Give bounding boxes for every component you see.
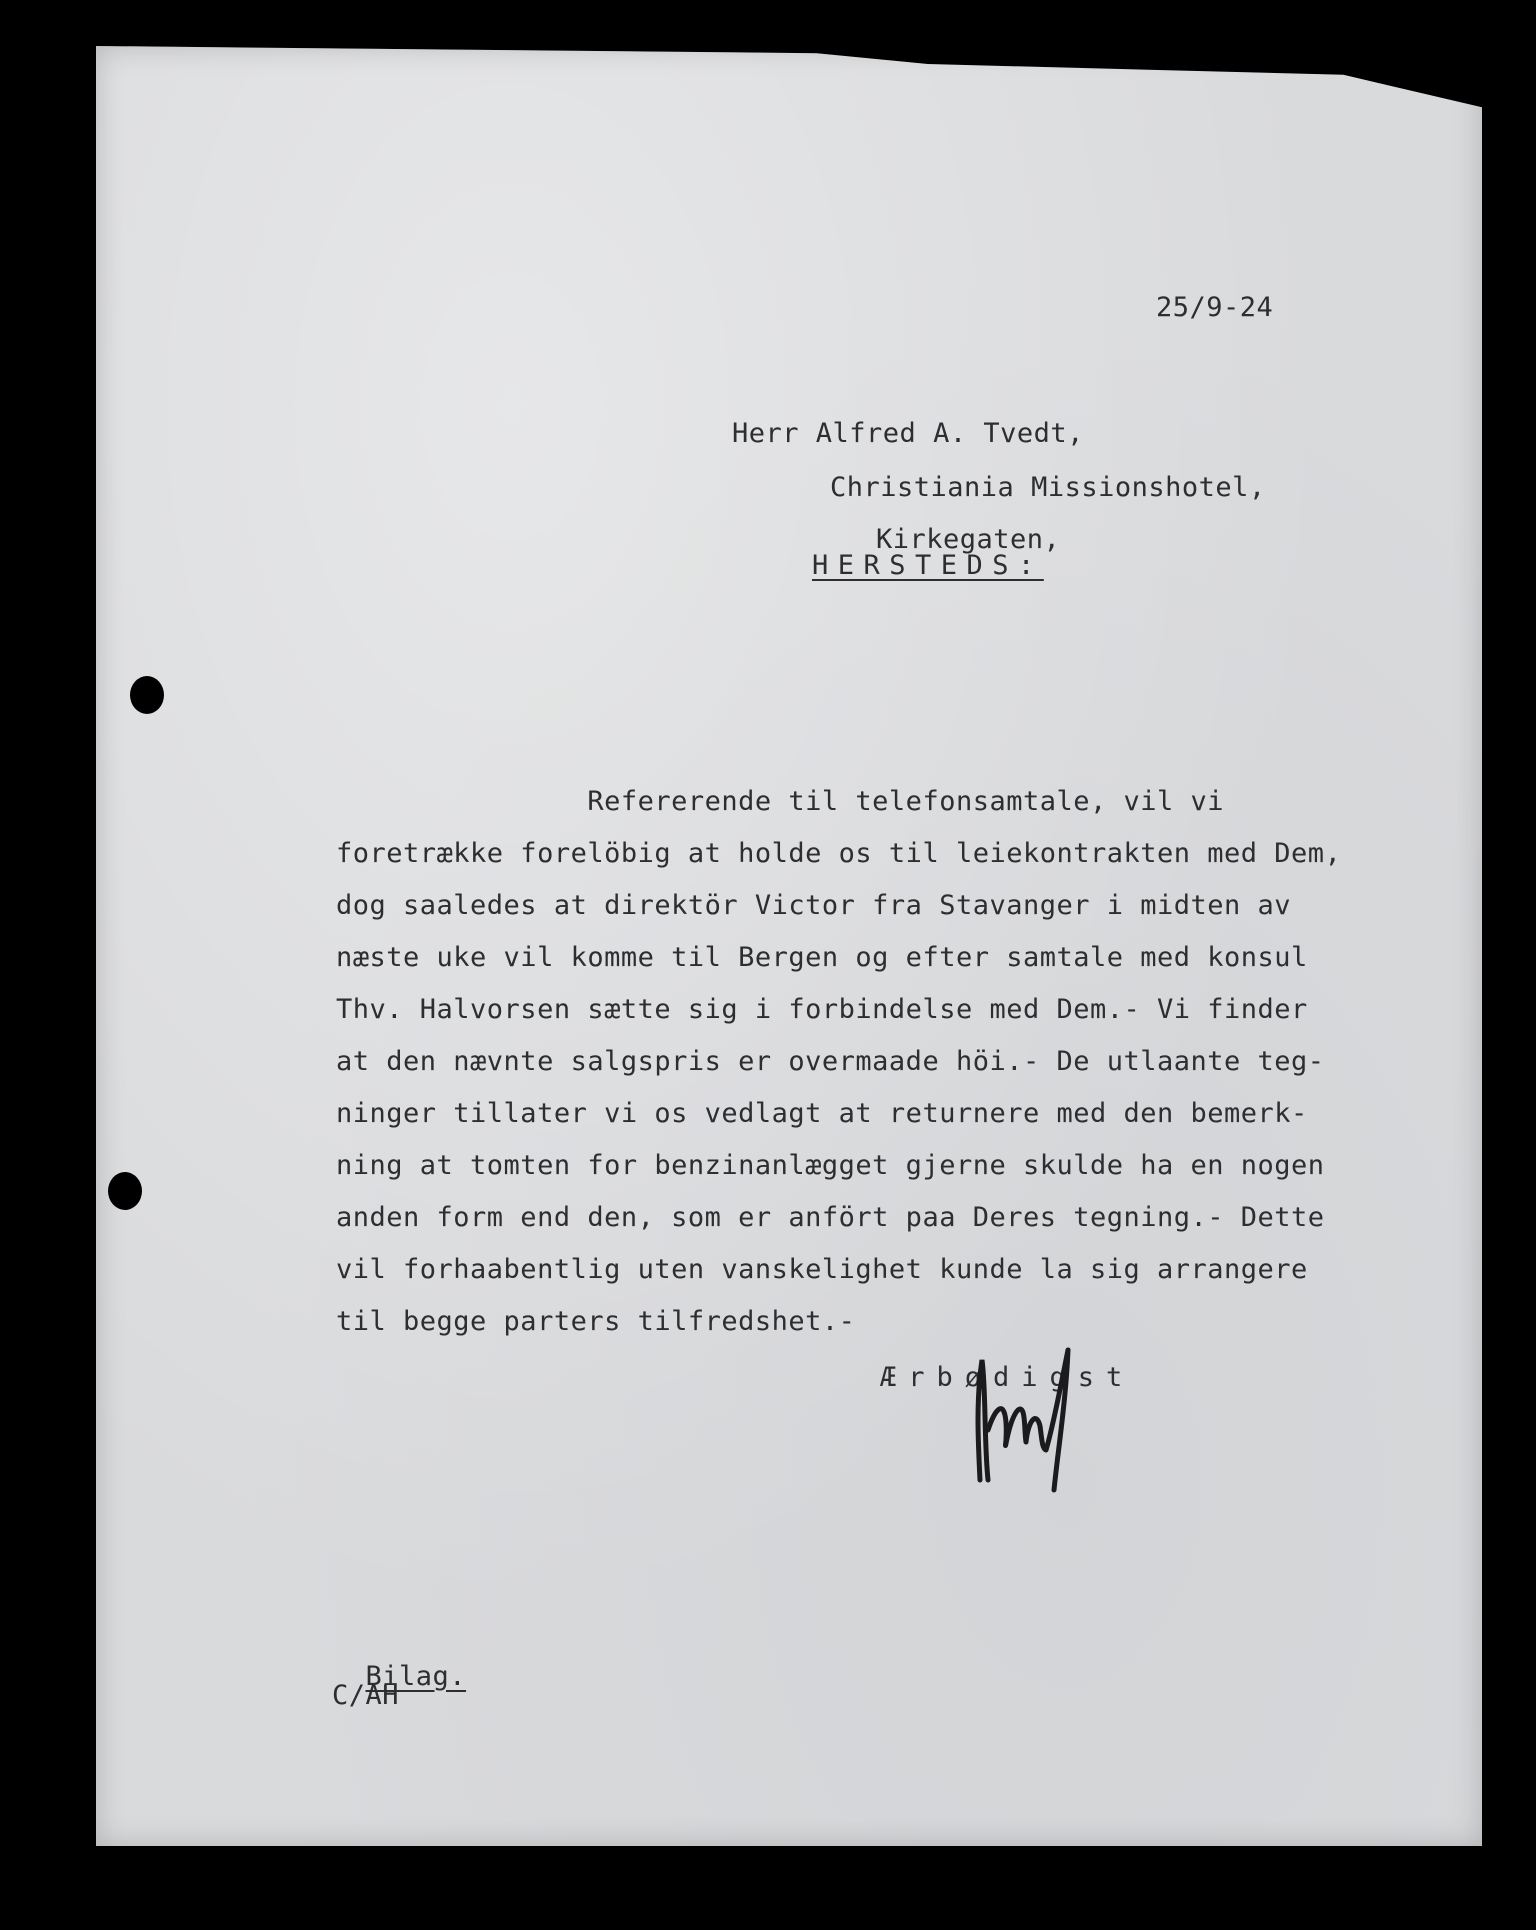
recipient-city: HERSTEDS:	[812, 550, 1044, 581]
body-line: foretrække forelöbig at holde os til leiekontrakten med Dem,	[336, 838, 1342, 869]
body-line: til begge parters tilfredshet.-	[336, 1306, 856, 1337]
punch-hole-bottom	[108, 1172, 142, 1210]
recipient-street: Kirkegaten,	[876, 524, 1061, 555]
closing-salutation: Ærbødigst	[880, 1362, 1135, 1393]
recipient-hotel: Christiania Missionshotel,	[830, 472, 1266, 503]
body-line: ning at tomten for benzinanlægget gjerne skulde ha en nogen	[336, 1150, 1325, 1181]
body-line: at den nævnte salgspris er overmaade höi.- De utlaante teg-	[336, 1046, 1325, 1077]
body-line: næste uke vil komme til Bergen og efter samtale med konsul	[336, 942, 1308, 973]
body-line: dog saaledes at direktör Victor fra Stavanger i midten av	[336, 890, 1292, 921]
handwritten-signature	[968, 1330, 1078, 1495]
body-line: ninger tillater vi os vedlagt at returnere med den bemerk-	[336, 1098, 1308, 1129]
reference-initials: C/AH	[332, 1680, 400, 1711]
body-line: Thv. Halvorsen sætte sig i forbindelse med Dem.- Vi finder	[336, 994, 1308, 1025]
recipient-name: Herr Alfred A. Tvedt,	[732, 418, 1084, 449]
body-line: Refererende til telefonsamtale, vil vi	[336, 786, 1225, 817]
enclosure-label: Bilag.	[365, 1661, 467, 1692]
body-line: vil forhaabentlig uten vanskelighet kunde la sig arrangere	[336, 1254, 1308, 1285]
punch-hole-top	[130, 676, 164, 714]
body-line: anden form end den, som er anfört paa Deres tegning.- Dette	[336, 1202, 1325, 1233]
letter-date: 25/9-24	[1156, 292, 1274, 323]
